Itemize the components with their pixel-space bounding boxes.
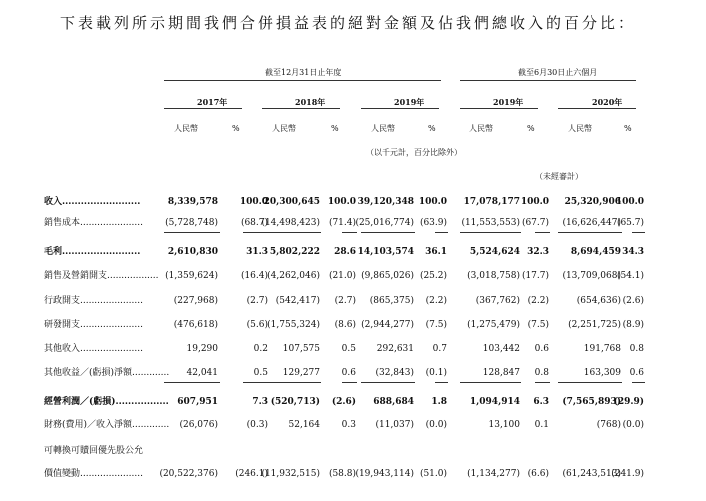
cell-value: (13,709,068) bbox=[562, 271, 621, 281]
cell-value: 688,684 bbox=[373, 397, 414, 407]
cell-value: (1,275,479) bbox=[467, 320, 520, 330]
cell-value: 32.3 bbox=[527, 247, 549, 257]
cell-value: 52,164 bbox=[288, 420, 320, 430]
cell-value: (26,076) bbox=[179, 420, 218, 430]
cell-value: (0.0) bbox=[425, 420, 447, 430]
cell-value: 1.8 bbox=[431, 397, 447, 407]
cell-value: (0.0) bbox=[622, 420, 644, 430]
cell-value: (68.7) bbox=[240, 218, 268, 228]
subtotal-rule bbox=[435, 232, 448, 233]
cell-value: (71.4) bbox=[328, 218, 356, 228]
cell-value: 100.0 bbox=[418, 197, 447, 207]
cell-value: (21.0) bbox=[328, 271, 356, 281]
subtotal-rule bbox=[262, 382, 321, 383]
cell-value: 13,100 bbox=[488, 420, 520, 430]
cell-value: 0.5 bbox=[341, 344, 356, 354]
cell-value: 292,631 bbox=[376, 344, 414, 354]
cell-value: 8,339,578 bbox=[167, 197, 218, 207]
subtotal-rule bbox=[361, 232, 415, 233]
row-label: 經營利潤／(虧損)................. bbox=[44, 397, 169, 407]
cell-value: (520,713) bbox=[270, 397, 320, 407]
pct-header-3: % bbox=[527, 124, 535, 133]
row-label: 銷售成本...................... bbox=[44, 218, 143, 228]
cell-value: 100.0 bbox=[239, 197, 268, 207]
cell-value: (2.6) bbox=[622, 296, 644, 306]
cell-value: 0.7 bbox=[432, 344, 447, 354]
cell-value: (25.2) bbox=[419, 271, 447, 281]
cell-value: 100.0 bbox=[520, 197, 549, 207]
subtotal-rule bbox=[535, 232, 550, 233]
cell-value: 0.6 bbox=[341, 368, 356, 378]
cell-value: 20,300,645 bbox=[263, 197, 320, 207]
cell-value: 28.6 bbox=[334, 247, 356, 257]
cell-value: 8,694,459 bbox=[570, 247, 621, 257]
year-header-4: 2020年 bbox=[592, 97, 623, 107]
cell-value: (11,932,515) bbox=[261, 469, 320, 479]
subtotal-rule bbox=[164, 382, 220, 383]
cell-value: 100.0 bbox=[615, 197, 644, 207]
subtotal-rule bbox=[361, 382, 415, 383]
row-label: 價值變動...................... bbox=[44, 469, 143, 479]
units-note: （以千元計，百分比除外） bbox=[366, 148, 462, 157]
cell-value: (29.9) bbox=[613, 397, 644, 407]
pct-header-2: % bbox=[428, 124, 436, 133]
intro-text: 下表載列所示期間我們合併損益表的絕對金額及佔我們總收入的百分比： bbox=[60, 14, 637, 32]
cell-value: (5.6) bbox=[246, 320, 268, 330]
row-label: 可轉換可贖回優先股公允 bbox=[44, 446, 144, 456]
cell-value: (246.1) bbox=[235, 469, 268, 479]
cell-value: (2.6) bbox=[331, 397, 356, 407]
subtotal-rule bbox=[164, 232, 220, 233]
cell-value: (20,522,376) bbox=[159, 469, 218, 479]
cell-value: (2,944,277) bbox=[361, 320, 414, 330]
cell-value: (5,728,748) bbox=[165, 218, 218, 228]
cell-value: 14,103,574 bbox=[357, 247, 414, 257]
row-label: 收入......................... bbox=[44, 197, 141, 207]
cell-value: (4,262,046) bbox=[267, 271, 320, 281]
subtotal-rule bbox=[342, 382, 357, 383]
pct-header-1: % bbox=[331, 124, 339, 133]
cell-value: 103,442 bbox=[482, 344, 520, 354]
cell-value: (2.7) bbox=[246, 296, 268, 306]
cell-value: 129,277 bbox=[282, 368, 320, 378]
cell-value: 5,524,624 bbox=[469, 247, 520, 257]
cell-value: (2,251,725) bbox=[568, 320, 621, 330]
cell-value: 0.5 bbox=[253, 368, 268, 378]
cell-value: 163,309 bbox=[583, 368, 621, 378]
cell-value: (7,565,893) bbox=[562, 397, 621, 407]
cell-value: 0.6 bbox=[534, 344, 549, 354]
cell-value: (16.4) bbox=[240, 271, 268, 281]
subtotal-rule bbox=[632, 382, 645, 383]
cell-value: (1,134,277) bbox=[467, 469, 520, 479]
cell-value: 34.3 bbox=[622, 247, 644, 257]
year-header-rule-1 bbox=[262, 108, 340, 109]
cell-value: (241.9) bbox=[611, 469, 644, 479]
cell-value: (67.7) bbox=[521, 218, 549, 228]
cell-value: 107,575 bbox=[282, 344, 320, 354]
cell-value: (6.6) bbox=[527, 469, 549, 479]
year-header-3: 2019年 bbox=[493, 97, 524, 107]
cell-value: 0.8 bbox=[629, 344, 644, 354]
cell-value: (16,626,447) bbox=[562, 218, 621, 228]
cell-value: (8.9) bbox=[622, 320, 644, 330]
cell-value: 1,094,914 bbox=[469, 397, 520, 407]
cell-value: (2.2) bbox=[527, 296, 549, 306]
cell-value: (3,018,758) bbox=[467, 271, 520, 281]
row-label: 其他收益／(虧損)淨額............. bbox=[44, 368, 170, 378]
cell-value: 25,320,906 bbox=[564, 197, 621, 207]
header-year-rule bbox=[164, 80, 441, 81]
subtotal-rule bbox=[342, 232, 357, 233]
row-label: 毛利......................... bbox=[44, 247, 141, 257]
cell-value: 0.8 bbox=[534, 368, 549, 378]
subtotal-rule bbox=[535, 382, 550, 383]
cell-value: (58.8) bbox=[328, 469, 356, 479]
cell-value: (0.1) bbox=[425, 368, 447, 378]
cell-value: (7.5) bbox=[425, 320, 447, 330]
row-label: 財務(費用)／收入淨額............. bbox=[44, 420, 170, 430]
rmb-header-4: 人民幣 bbox=[568, 124, 592, 133]
header-half-group: 截至6月30日止六個月 bbox=[518, 68, 598, 77]
subtotal-rule bbox=[558, 382, 622, 383]
cell-value: 6.3 bbox=[533, 397, 549, 407]
rmb-header-1: 人民幣 bbox=[272, 124, 296, 133]
cell-value: 0.1 bbox=[534, 420, 549, 430]
subtotal-rule bbox=[632, 232, 645, 233]
cell-value: 0.6 bbox=[629, 368, 644, 378]
cell-value: (227,968) bbox=[173, 296, 218, 306]
pct-header-0: % bbox=[232, 124, 240, 133]
cell-value: (476,618) bbox=[173, 320, 218, 330]
row-label: 銷售及營銷開支.................. bbox=[44, 271, 159, 281]
rmb-header-0: 人民幣 bbox=[174, 124, 198, 133]
subtotal-rule bbox=[262, 232, 321, 233]
cell-value: (2.7) bbox=[334, 296, 356, 306]
cell-value: (19,943,114) bbox=[355, 469, 414, 479]
rmb-header-2: 人民幣 bbox=[371, 124, 395, 133]
cell-value: (542,417) bbox=[275, 296, 320, 306]
cell-value: 100.0 bbox=[327, 197, 356, 207]
subtotal-rule bbox=[558, 232, 622, 233]
cell-value: (11,553,553) bbox=[461, 218, 520, 228]
cell-value: (654,636) bbox=[576, 296, 621, 306]
subtotal-rule bbox=[460, 232, 521, 233]
cell-value: (768) bbox=[596, 420, 621, 430]
cell-value: (865,375) bbox=[369, 296, 414, 306]
cell-value: (2.2) bbox=[425, 296, 447, 306]
cell-value: 0.3 bbox=[341, 420, 356, 430]
cell-value: 42,041 bbox=[186, 368, 218, 378]
year-header-2: 2019年 bbox=[394, 97, 425, 107]
row-label: 研發開支...................... bbox=[44, 320, 143, 330]
cell-value: 36.1 bbox=[425, 247, 447, 257]
cell-value: (1,755,324) bbox=[267, 320, 320, 330]
cell-value: 191,768 bbox=[583, 344, 621, 354]
cell-value: 39,120,348 bbox=[357, 197, 414, 207]
subtotal-rule bbox=[435, 382, 448, 383]
cell-value: 607,951 bbox=[177, 397, 218, 407]
cell-value: 31.3 bbox=[246, 247, 268, 257]
year-header-rule-4 bbox=[558, 108, 636, 109]
subtotal-rule bbox=[460, 382, 521, 383]
cell-value: (61,243,513) bbox=[562, 469, 621, 479]
cell-value: 19,290 bbox=[186, 344, 218, 354]
cell-value: 17,078,177 bbox=[463, 197, 520, 207]
cell-value: (367,762) bbox=[475, 296, 520, 306]
cell-value: 7.3 bbox=[252, 397, 268, 407]
cell-value: (25,016,774) bbox=[355, 218, 414, 228]
rmb-header-3: 人民幣 bbox=[469, 124, 493, 133]
cell-value: (7.5) bbox=[527, 320, 549, 330]
year-header-rule-0 bbox=[164, 108, 242, 109]
cell-value: (9,865,026) bbox=[361, 271, 414, 281]
cell-value: 0.2 bbox=[253, 344, 268, 354]
cell-value: (1,359,624) bbox=[165, 271, 218, 281]
header-half-rule bbox=[460, 80, 636, 81]
row-label: 行政開支...................... bbox=[44, 296, 143, 306]
cell-value: (51.0) bbox=[419, 469, 447, 479]
cell-value: (14,498,423) bbox=[261, 218, 320, 228]
year-header-1: 2018年 bbox=[295, 97, 326, 107]
year-header-rule-2 bbox=[361, 108, 439, 109]
header-year-group: 截至12月31日止年度 bbox=[265, 68, 342, 77]
cell-value: (11,037) bbox=[375, 420, 414, 430]
cell-value: (0.3) bbox=[246, 420, 268, 430]
year-header-0: 2017年 bbox=[197, 97, 228, 107]
cell-value: (54.1) bbox=[616, 271, 644, 281]
pct-header-4: % bbox=[624, 124, 632, 133]
cell-value: (8.6) bbox=[334, 320, 356, 330]
year-header-rule-3 bbox=[460, 108, 538, 109]
cell-value: (17.7) bbox=[521, 271, 549, 281]
cell-value: 5,802,222 bbox=[269, 247, 320, 257]
cell-value: (63.9) bbox=[419, 218, 447, 228]
unaudited-note: （未經審計） bbox=[535, 172, 583, 181]
cell-value: 2,610,830 bbox=[167, 247, 218, 257]
cell-value: (32,843) bbox=[375, 368, 414, 378]
cell-value: (65.7) bbox=[616, 218, 644, 228]
cell-value: 128,847 bbox=[482, 368, 520, 378]
row-label: 其他收入...................... bbox=[44, 344, 143, 354]
